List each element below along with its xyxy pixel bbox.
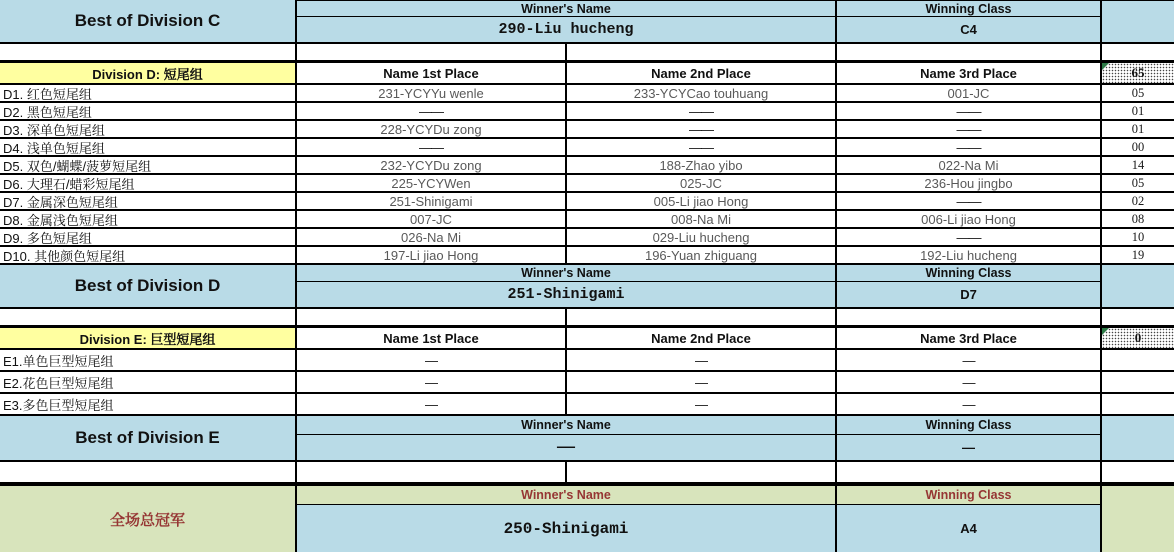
first-place-cell[interactable]: —— (297, 103, 567, 119)
comment-marker-icon (1102, 63, 1109, 70)
count-cell[interactable]: 01 (1131, 121, 1145, 136)
row-label[interactable]: E2.花色巨型短尾组 (0, 372, 297, 392)
first-place-cell[interactable]: 197-Li jiao Hong (297, 247, 567, 263)
winning-class-header[interactable]: Winning Class (837, 0, 1102, 17)
row-label[interactable]: D8. 金属浅色短尾组 (0, 211, 297, 227)
first-place-cell[interactable]: 007-JC (297, 211, 567, 227)
winning-class-header[interactable]: Winning Class (837, 416, 1102, 435)
count-cell[interactable] (1102, 350, 1174, 370)
row-label[interactable]: D3. 深单色短尾组 (0, 121, 297, 137)
second-place-cell[interactable]: — (567, 394, 837, 414)
third-place-cell[interactable]: 022-Na Mi (837, 157, 1102, 173)
row-label[interactable]: D10. 其他颜色短尾组 (0, 247, 297, 263)
winning-class-value[interactable]: D7 (837, 282, 1102, 307)
first-place-cell[interactable]: 225-YCYWen (297, 175, 567, 191)
row-label[interactable]: D6. 大理石/蜡彩短尾组 (0, 175, 297, 191)
best-of-division-d-label[interactable]: Best of Division D (0, 265, 297, 307)
grand-champion-section (0, 482, 1174, 552)
count-cell[interactable]: 05 (1131, 85, 1145, 100)
division-e-header-row (0, 325, 1174, 350)
row-label[interactable]: E3.多色巨型短尾组 (0, 394, 297, 414)
table-row (0, 394, 1174, 416)
table-row (0, 372, 1174, 394)
winner-name-value[interactable]: 251-Shinigami (297, 282, 837, 307)
second-place-cell[interactable]: 029-Liu hucheng (567, 229, 837, 245)
first-place-cell[interactable]: 231-YCYYu wenle (297, 85, 567, 101)
best-of-division-e-section (0, 416, 1174, 462)
second-place-cell[interactable]: 233-YCYCao touhuang (567, 85, 837, 101)
third-place-cell[interactable]: — (837, 394, 1102, 414)
third-place-cell[interactable]: 236-Hou jingbo (837, 175, 1102, 191)
third-place-cell[interactable]: — (837, 372, 1102, 392)
division-d-label[interactable]: Division D: 短尾组 (0, 63, 297, 83)
first-place-cell[interactable]: 228-YCYDu zong (297, 121, 567, 137)
second-place-cell[interactable]: 005-Li jiao Hong (567, 193, 837, 209)
second-place-cell[interactable]: 188-Zhao yibo (567, 157, 837, 173)
winners-name-header[interactable]: Winner's Name (297, 0, 837, 17)
second-place-cell[interactable]: —— (567, 139, 837, 155)
table-row (0, 175, 1174, 193)
second-place-cell[interactable]: 008-Na Mi (567, 211, 837, 227)
third-place-cell[interactable]: 192-Liu hucheng (837, 247, 1102, 263)
spacer-row (0, 309, 1174, 325)
second-place-cell[interactable]: —— (567, 121, 837, 137)
count-cell[interactable]: 14 (1131, 157, 1145, 172)
third-place-cell[interactable]: —— (837, 139, 1102, 155)
first-place-cell[interactable]: — (297, 350, 567, 370)
division-d-total-count-cell[interactable] (1102, 63, 1174, 83)
division-d-total-count: 65 (1131, 65, 1145, 80)
count-cell[interactable]: 02 (1131, 193, 1145, 208)
third-place-cell[interactable]: —— (837, 229, 1102, 245)
first-place-cell[interactable]: —— (297, 139, 567, 155)
side-filler-cell[interactable] (1102, 265, 1174, 307)
count-cell[interactable]: 08 (1131, 211, 1145, 226)
count-cell[interactable]: 19 (1131, 247, 1145, 262)
first-place-cell[interactable]: 251-Shinigami (297, 193, 567, 209)
table-row (0, 193, 1174, 211)
table-row (0, 211, 1174, 229)
spacer-row (0, 462, 1174, 482)
winner-name-value[interactable]: —— (297, 435, 837, 460)
side-filler-cell[interactable] (1102, 486, 1174, 552)
count-cell[interactable]: 00 (1131, 139, 1145, 154)
row-label[interactable]: E1.单色巨型短尾组 (0, 350, 297, 370)
winning-class-value[interactable]: C4 (837, 17, 1102, 42)
side-filler-cell[interactable] (1102, 416, 1174, 460)
name-1st-place-header[interactable]: Name 1st Place (297, 63, 567, 83)
second-place-cell[interactable]: — (567, 372, 837, 392)
name-3rd-place-header[interactable]: Name 3rd Place (837, 328, 1102, 348)
winning-class-header[interactable]: Winning Class (837, 486, 1102, 505)
second-place-cell[interactable]: 025-JC (567, 175, 837, 191)
table-row (0, 157, 1174, 175)
best-of-division-c-label[interactable]: Best of Division C (0, 0, 297, 42)
division-e-total-count-cell[interactable] (1102, 328, 1174, 348)
table-row (0, 85, 1174, 103)
first-place-cell[interactable]: 232-YCYDu zong (297, 157, 567, 173)
first-place-cell[interactable]: — (297, 394, 567, 414)
winner-name-value[interactable]: 290-Liu hucheng (297, 17, 837, 42)
table-row (0, 103, 1174, 121)
table-row (0, 139, 1174, 157)
count-cell[interactable]: 01 (1131, 103, 1145, 118)
row-label[interactable]: D9. 多色短尾组 (0, 229, 297, 245)
count-cell[interactable]: 10 (1131, 229, 1145, 244)
third-place-cell[interactable]: —— (837, 121, 1102, 137)
table-row (0, 247, 1174, 265)
best-of-division-d-section (0, 265, 1174, 309)
table-row (0, 350, 1174, 372)
third-place-cell[interactable]: —— (837, 103, 1102, 119)
winner-name-value[interactable]: 250-Shinigami (297, 505, 837, 552)
spacer-row (0, 44, 1174, 60)
division-d-header-row (0, 60, 1174, 85)
second-place-cell[interactable]: 196-Yuan zhiguang (567, 247, 837, 263)
name-2nd-place-header[interactable]: Name 2nd Place (567, 328, 837, 348)
grand-champion-label[interactable]: 全场总冠军 (0, 486, 297, 552)
row-label[interactable]: D2. 黑色短尾组 (0, 103, 297, 119)
count-cell[interactable]: 05 (1131, 175, 1145, 190)
table-row (0, 121, 1174, 139)
third-place-cell[interactable]: 006-Li jiao Hong (837, 211, 1102, 227)
comment-marker-icon (1102, 328, 1109, 335)
first-place-cell[interactable]: — (297, 372, 567, 392)
row-label[interactable]: D5. 双色/蝴蝶/菠萝短尾组 (0, 157, 297, 173)
row-label[interactable]: D1. 红色短尾组 (0, 85, 297, 101)
best-of-division-e-label[interactable]: Best of Division E (0, 416, 297, 460)
name-2nd-place-header[interactable]: Name 2nd Place (567, 63, 837, 83)
row-label[interactable]: D4. 浅单色短尾组 (0, 139, 297, 155)
first-place-cell[interactable]: 026-Na Mi (297, 229, 567, 245)
third-place-cell[interactable]: — (837, 350, 1102, 370)
winners-name-header[interactable]: Winner's Name (297, 265, 837, 282)
division-e-label[interactable]: Division E: 巨型短尾组 (0, 328, 297, 348)
name-1st-place-header[interactable]: Name 1st Place (297, 328, 567, 348)
name-3rd-place-header[interactable]: Name 3rd Place (837, 63, 1102, 83)
side-filler-cell[interactable] (1102, 0, 1174, 42)
winners-name-header[interactable]: Winner's Name (297, 416, 837, 435)
best-of-division-c-section (0, 0, 1174, 44)
count-cell[interactable] (1102, 372, 1174, 392)
third-place-cell[interactable]: —— (837, 193, 1102, 209)
second-place-cell[interactable]: — (567, 350, 837, 370)
winning-class-value[interactable]: A4 (837, 505, 1102, 552)
winners-name-header[interactable]: Winner's Name (297, 486, 837, 505)
winning-class-value[interactable]: — (837, 435, 1102, 460)
division-e-total-count: 0 (1134, 330, 1142, 345)
table-row (0, 229, 1174, 247)
second-place-cell[interactable]: —— (567, 103, 837, 119)
third-place-cell[interactable]: 001-JC (837, 85, 1102, 101)
winning-class-header[interactable]: Winning Class (837, 265, 1102, 282)
count-cell[interactable] (1102, 394, 1174, 414)
row-label[interactable]: D7. 金属深色短尾组 (0, 193, 297, 209)
